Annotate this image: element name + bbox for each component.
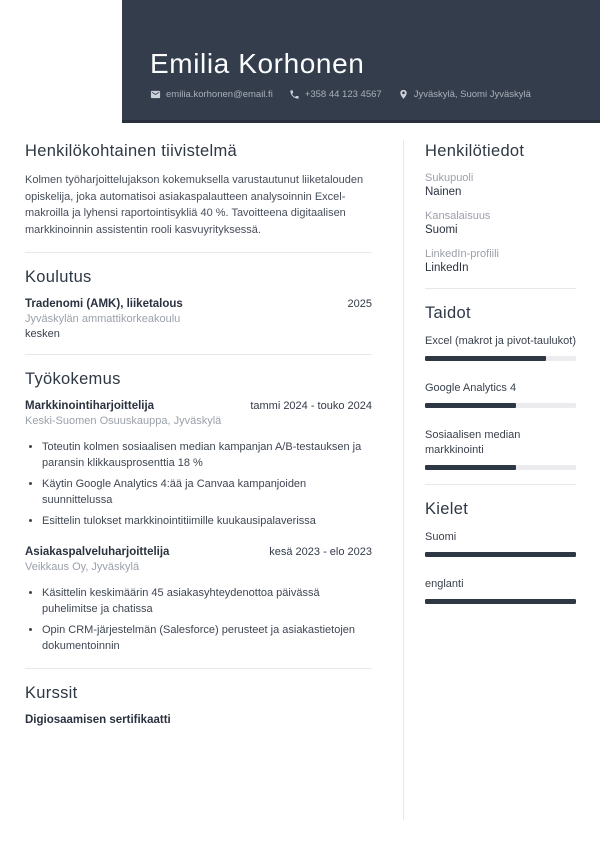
- skills-title: Taidot: [425, 304, 471, 322]
- skill-item: [425, 334, 576, 361]
- job-bullet: • Opin CRM-järjestelmän (Salesforce) perusteet ja asiakastietojen dokumentoinnin: [42, 622, 372, 654]
- degree-status: kesken: [25, 328, 60, 340]
- contact-row: [122, 80, 600, 100]
- personal-field: [425, 172, 576, 198]
- skill-item: [425, 428, 576, 470]
- skill-bar-fill: [425, 356, 546, 361]
- section-divider: [425, 288, 576, 289]
- school-name: Jyväskylän ammattikorkeakoulu: [25, 313, 181, 325]
- field-label: Kansalaisuus: [425, 210, 491, 222]
- language-item: [425, 577, 576, 604]
- skill-name: Sosiaalisen median markkinointi: [425, 429, 521, 456]
- job-bullet: • Käsittelin keskimäärin 45 asiakasyhteydenottoa päivässä puhelimitse ja chatissa: [42, 585, 372, 617]
- section-education: [25, 268, 372, 340]
- job-entry: [25, 400, 372, 529]
- language-name: Suomi: [425, 531, 457, 543]
- courses-title: Kurssit: [25, 684, 78, 702]
- job-entry: [25, 546, 372, 654]
- job-role: Markkinointiharjoittelija: [25, 400, 155, 412]
- job-bullet: • Toteutin kolmen sosiaalisen median kampanjan A/B-testauksen ja paransin klikkausprosenttia 18 %: [42, 439, 372, 471]
- personal-field: [425, 210, 576, 236]
- section-divider: [25, 668, 372, 669]
- section-divider: [25, 354, 372, 355]
- contact-location-text: Jyväskylä, Suomi Jyväskylä: [413, 89, 531, 100]
- course-name: Digiosaamisen sertifikaatti: [25, 714, 171, 726]
- personal-details-title: Henkilötiedot: [425, 142, 525, 160]
- skill-name: Google Analytics 4: [425, 382, 517, 394]
- location-icon: [398, 89, 409, 100]
- section-courses: [25, 684, 372, 726]
- education-title: Koulutus: [25, 268, 92, 286]
- job-bullet: • Esittelin tulokset markkinointitiimille kuukausipalaverissa: [42, 513, 372, 529]
- job-bullet: • Käytin Google Analytics 4:ää ja Canvaa kampanjoiden suunnittelussa: [42, 476, 372, 508]
- degree-year: 2025: [347, 298, 372, 310]
- experience-title: Työkokemus: [25, 370, 121, 388]
- job-role: Asiakaspalveluharjoittelija: [25, 546, 170, 558]
- job-company: Keski-Suomen Osuuskauppa, Jyväskylä: [25, 415, 222, 427]
- contact-location[interactable]: [398, 89, 531, 100]
- contact-phone-text: +358 44 123 4567: [304, 89, 382, 100]
- language-bar-track: [425, 552, 576, 557]
- skill-bar-track: [425, 356, 576, 361]
- language-bar-fill: [425, 552, 576, 557]
- field-value: Suomi: [425, 224, 458, 236]
- job-bullets: [25, 439, 372, 529]
- field-value: Nainen: [425, 186, 462, 198]
- languages-title: Kielet: [425, 500, 469, 518]
- section-divider: [25, 252, 372, 253]
- degree-name: Tradenomi (AMK), liiketalous: [25, 298, 183, 310]
- summary-title: Henkilökohtainen tiivistelmä: [25, 142, 237, 160]
- summary-text: Kolmen työharjoittelujakson kokemuksella varustautunut liiketalouden opiskelija, joka automatisoi asiakaspalautteen analysoinnin Excel-makroilla ja lyhensi raportointisykliä 40 %. Tavoitteena digitaalisen markkinoinnin assistentin rooli kasvuyrityksessä.: [25, 174, 364, 236]
- section-experience: [25, 370, 372, 654]
- column-divider: [403, 140, 404, 820]
- header: [122, 0, 600, 123]
- side-column: [425, 142, 576, 604]
- phone-icon: [289, 89, 300, 100]
- skill-bar-track: [425, 465, 576, 470]
- person-name: Emilia Korhonen: [150, 48, 365, 79]
- section-summary: [25, 142, 372, 238]
- section-personal-details: [425, 142, 576, 274]
- section-divider: [425, 484, 576, 485]
- language-name: englanti: [425, 578, 464, 590]
- skill-bar-fill: [425, 403, 516, 408]
- field-label: Sukupuoli: [425, 172, 474, 184]
- skill-bar-track: [425, 403, 576, 408]
- section-languages: [425, 500, 576, 604]
- main-column: [25, 142, 372, 726]
- contact-phone[interactable]: [289, 89, 382, 100]
- job-dates: kesä 2023 - elo 2023: [269, 546, 372, 558]
- skill-name: Excel (makrot ja pivot-taulukot): [425, 335, 576, 347]
- job-dates: tammi 2024 - touko 2024: [250, 400, 372, 412]
- section-skills: [425, 304, 576, 470]
- contact-email[interactable]: [150, 89, 273, 100]
- skill-bar-fill: [425, 465, 516, 470]
- email-icon: [150, 89, 161, 100]
- contact-email-text: emilia.korhonen@email.fi: [166, 89, 273, 100]
- education-entry: [25, 298, 372, 340]
- language-bar-track: [425, 599, 576, 604]
- language-bar-fill: [425, 599, 576, 604]
- job-company: Veikkaus Oy, Jyväskylä: [25, 561, 140, 573]
- linkedin-link[interactable]: LinkedIn: [425, 262, 469, 274]
- skill-item: [425, 381, 576, 408]
- field-label: LinkedIn-profiili: [425, 248, 499, 260]
- language-item: [425, 530, 576, 557]
- personal-field: [425, 248, 576, 274]
- job-bullets: [25, 585, 372, 654]
